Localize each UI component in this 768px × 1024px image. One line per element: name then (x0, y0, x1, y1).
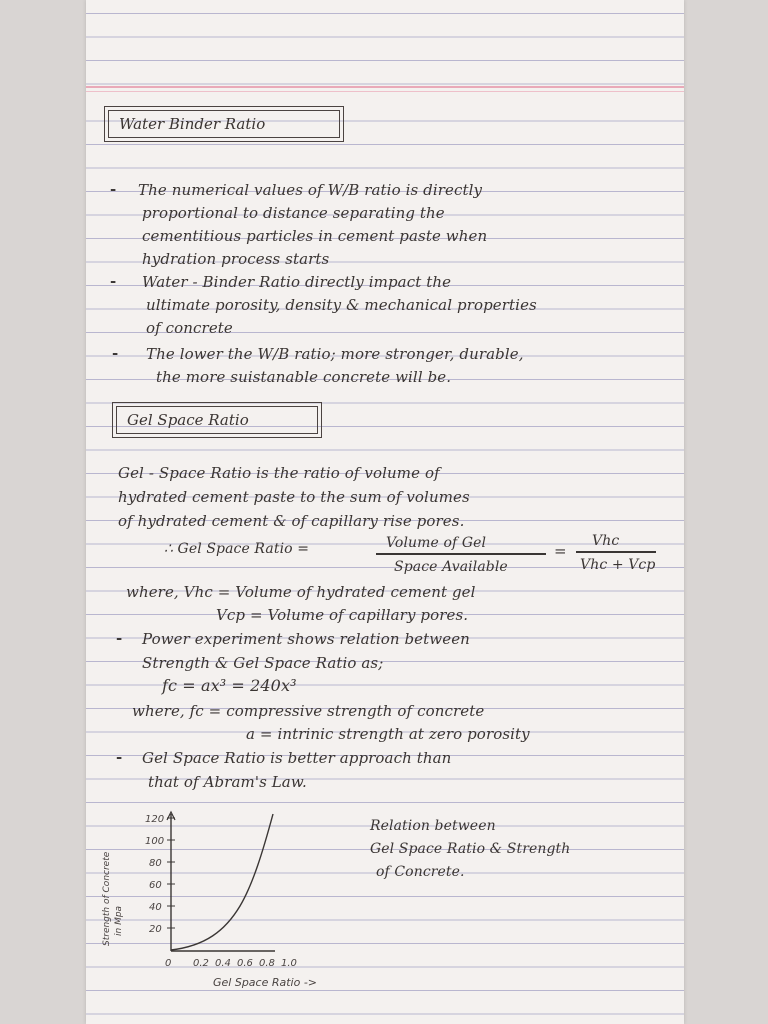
y-tick-label: 120 (145, 814, 165, 825)
y-axis-label: Strength of Concrete (102, 851, 112, 946)
y-tick-label: 40 (149, 902, 162, 913)
y-tick-label: 100 (145, 836, 165, 847)
text-line: The lower the W/B ratio; more stronger, durable, (146, 345, 524, 363)
formula-prefix: ∴ Gel Space Ratio = (164, 541, 310, 557)
strength-graph (95, 806, 345, 991)
text-line: Gel Space Ratio is better approach than (142, 749, 452, 767)
y-tick-label: 80 (149, 858, 162, 869)
text-line: the more suistanable concrete will be. (156, 368, 452, 386)
equals-sign: = (554, 542, 567, 560)
x-tick-label: 0.4 (215, 958, 231, 969)
graph-caption: Gel Space Ratio & Strength (370, 841, 571, 857)
margin-line (86, 86, 684, 88)
bullet-dash: - (110, 180, 117, 198)
y-tick-label: 20 (149, 924, 162, 935)
text-line: hydration process starts (142, 250, 330, 268)
x-tick-label: 1.0 (281, 958, 297, 969)
text-line: The numerical values of W/B ratio is directly (138, 181, 483, 199)
x-tick-label: 0.8 (259, 958, 275, 969)
text-line: Gel - Space Ratio is the ratio of volume of (118, 464, 440, 482)
equation: fc = ax³ = 240x³ (162, 676, 297, 695)
fraction1-denominator: Space Available (394, 559, 508, 575)
graph-caption: of Concrete. (376, 864, 465, 880)
text-line: hydrated cement paste to the sum of volumes (118, 488, 470, 506)
heading-water-binder-ratio: Water Binder Ratio (108, 110, 340, 138)
text-line: a = intrinic strength at zero porosity (246, 725, 530, 743)
text-line: where, fc = compressive strength of concrete (132, 702, 485, 720)
text-line: that of Abram's Law. (148, 773, 307, 791)
graph-caption: Relation between (370, 818, 496, 834)
text-line: cementitious particles in cement paste when (142, 227, 488, 245)
x-tick-label: 0 (165, 958, 172, 969)
x-tick-label: 0.6 (237, 958, 253, 969)
text-line: of hydrated cement & of capillary rise pores. (118, 512, 465, 530)
margin-line-2 (86, 91, 684, 92)
text-line: Power experiment shows relation between (142, 630, 470, 648)
text-line: of concrete (146, 319, 233, 337)
fraction1-bar (376, 553, 546, 555)
fraction1-numerator: Volume of Gel (386, 535, 487, 551)
fraction2-bar (576, 551, 656, 553)
bullet-dash: - (110, 272, 117, 290)
text-line: where, Vhc = Volume of hydrated cement gel (126, 583, 476, 601)
bullet-dash: - (116, 629, 123, 647)
text-line: Vcp = Volume of capillary pores. (216, 606, 469, 624)
strength-curve (171, 814, 273, 950)
heading-gel-space-ratio: Gel Space Ratio (116, 406, 318, 434)
text-line: proportional to distance separating the (142, 204, 445, 222)
x-axis-label: Gel Space Ratio -> (213, 976, 318, 989)
fraction2-numerator: Vhc (592, 533, 620, 549)
y-tick-label: 60 (149, 880, 162, 891)
fraction2-denominator: Vhc + Vcp (580, 557, 656, 573)
bullet-dash: - (112, 344, 119, 362)
text-line: Water - Binder Ratio directly impact the (142, 273, 452, 291)
bullet-dash: - (116, 748, 123, 766)
y-axis-label-unit: in Mpa (114, 905, 124, 936)
text-line: ultimate porosity, density & mechanical properties (146, 296, 537, 314)
x-tick-label: 0.2 (193, 958, 209, 969)
text-line: Strength & Gel Space Ratio as; (142, 654, 384, 672)
